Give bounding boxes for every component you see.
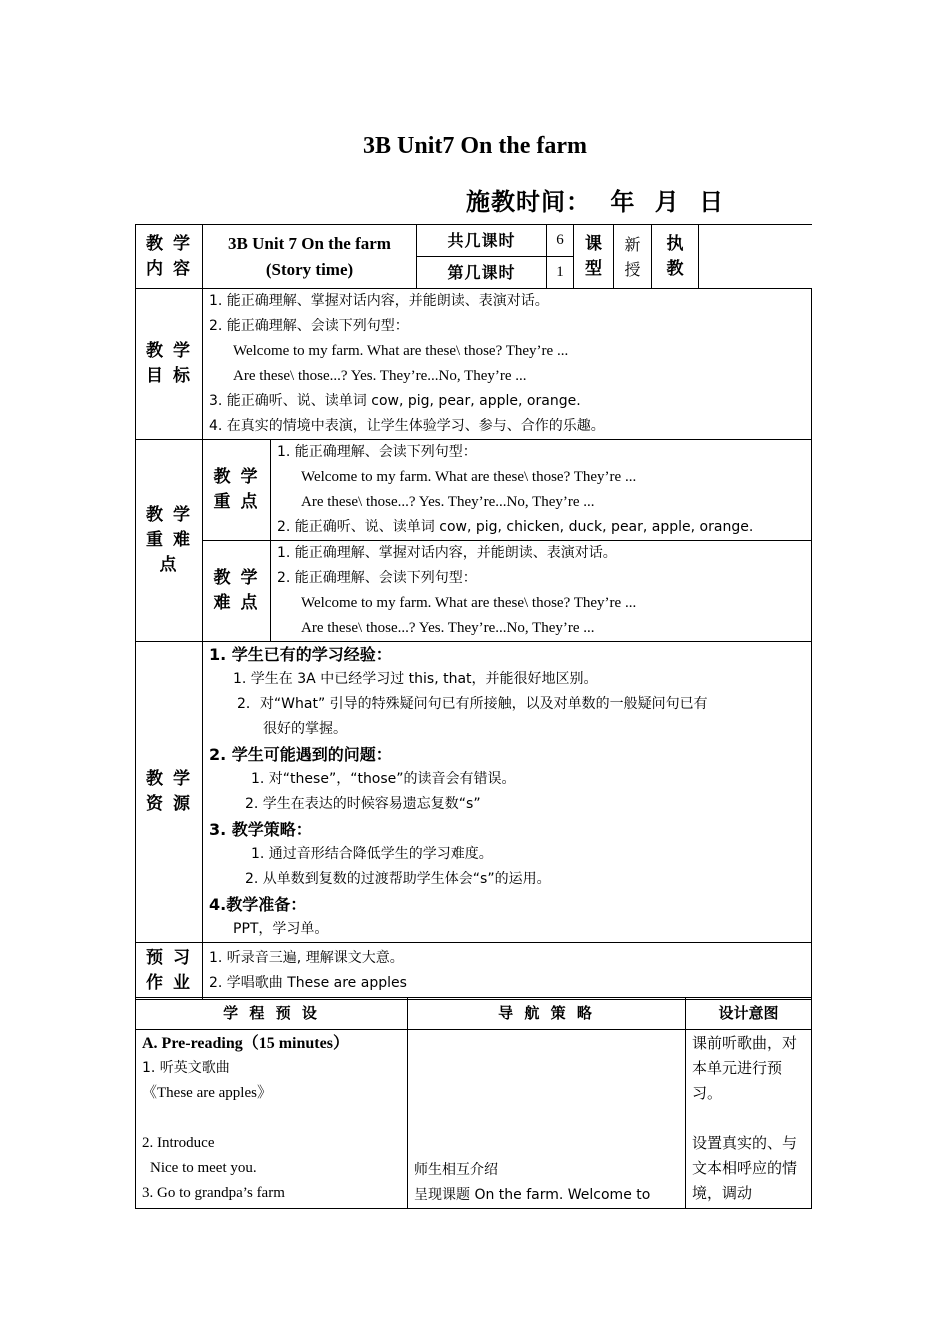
date-month: 月	[654, 188, 680, 216]
lesson-type-value: 新授	[614, 225, 652, 289]
process-plan-line: A. Pre-reading（15 minutes）	[142, 1035, 349, 1052]
process-plan-line: 1. 听英文歌曲	[142, 1060, 230, 1076]
resources-label: 教 学 资 源	[136, 642, 203, 943]
objective-line: 1. 能正确理解、掌握对话内容，并能朗读、表演对话。	[209, 293, 549, 309]
lesson-number-label: 第几课时	[417, 257, 547, 289]
total-lessons-label: 共几课时	[417, 225, 547, 257]
key-points-label: 教 学 重 点	[203, 440, 271, 541]
process-plan-cell	[136, 1030, 408, 1209]
objective-line: Are these\ those...? Yes. They’re...No, They’re ...	[233, 368, 527, 384]
process-plan-line: 3. Go to grandpa’s farm	[142, 1185, 285, 1201]
process-plan-line: 《These are apples》	[142, 1085, 272, 1101]
process-strategy-line: 师生相互介绍	[414, 1162, 498, 1178]
teacher-value	[699, 225, 812, 289]
content-label: 教 学 内 容	[136, 225, 203, 289]
resources-item: 1. 通过音形结合降低学生的学习难度。	[251, 846, 493, 862]
resources-item: 2. 从单数到复数的过渡帮助学生体会“s”的运用。	[245, 871, 551, 887]
difficult-point-line: Welcome to my farm. What are these\ those? They’re ...	[301, 595, 637, 611]
homework-line: 2. 学唱歌曲 These are apples	[209, 975, 407, 991]
process-plan-line	[142, 1106, 401, 1131]
date-label: 施教时间：	[466, 188, 591, 216]
process-table	[135, 997, 812, 1209]
resources-item: 很好的掌握。	[263, 721, 347, 737]
key-difficult-label: 教 学 重 难 点	[136, 440, 203, 642]
objectives-label: 教 学 目 标	[136, 289, 203, 440]
key-point-line: Are these\ those...? Yes. They’re...No, They’re ...	[301, 494, 595, 510]
content-title-cell	[203, 225, 417, 289]
process-intent-cell	[686, 1030, 812, 1209]
process-plan-line: 2. Introduce	[142, 1135, 215, 1151]
document-title: 3B Unit7 On the farm	[363, 133, 587, 159]
key-point-line: 2. 能正确听、说、读单词 cow, pig, chicken, duck, pear, apple, orange.	[277, 519, 754, 535]
content-title-line1: 3B Unit 7 On the farm	[228, 233, 391, 253]
objective-line: Welcome to my farm. What are these\ those? They’re ...	[233, 343, 569, 359]
key-point-line: 1. 能正确理解、会读下列句型：	[277, 444, 477, 460]
objective-line: 2. 能正确理解、会读下列句型：	[209, 318, 409, 334]
process-header-plan: 学 程 预 设	[136, 998, 408, 1030]
date-year: 年	[610, 188, 636, 216]
process-header-strategy: 导 航 策 略	[408, 998, 686, 1030]
homework-label: 预 习 作 业	[136, 943, 203, 1000]
homework-line: 1. 听录音三遍, 理解课文大意。	[209, 950, 404, 966]
resources-heading: 3. 教学策略：	[209, 820, 312, 839]
process-strategy-cell	[408, 1030, 686, 1209]
teaching-date-line	[466, 182, 734, 217]
resources-item: 2. 学生在表达的时候容易遗忘复数“s”	[245, 796, 481, 812]
homework-content	[203, 943, 812, 1000]
difficult-point-line: 2. 能正确理解、会读下列句型：	[277, 570, 477, 586]
process-plan-line: Nice to meet you.	[150, 1160, 257, 1176]
resources-heading: 2. 学生可能遇到的问题：	[209, 745, 392, 764]
difficult-points-content	[271, 541, 812, 642]
lesson-number-value: 1	[547, 257, 574, 289]
total-lessons-value: 6	[547, 225, 574, 257]
objectives-content	[203, 289, 812, 440]
process-strategy-line: 呈现课题 On the farm. Welcome to	[414, 1187, 651, 1203]
resources-heading: 1. 学生已有的学习经验：	[209, 645, 392, 664]
resources-item: 1. 对“these”，“those”的读音会有错误。	[251, 771, 516, 787]
resources-heading: 4.教学准备：	[209, 895, 307, 914]
difficult-points-label: 教 学 难 点	[203, 541, 271, 642]
teacher-label: 执教	[652, 225, 699, 289]
process-intent-line: 设置真实的、与文本相呼应的情境，调动	[692, 1134, 798, 1202]
objective-line: 4. 在真实的情境中表演，让学生体验学习、参与、合作的乐趣。	[209, 418, 605, 434]
lesson-type-label: 课型	[574, 225, 614, 289]
key-point-line: Welcome to my farm. What are these\ those? They’re ...	[301, 469, 637, 485]
difficult-point-line: Are these\ those...? Yes. They’re...No, They’re ...	[301, 620, 595, 636]
resources-item: PPT，学习单。	[233, 921, 329, 937]
resources-content	[203, 642, 812, 943]
key-points-content	[271, 440, 812, 541]
date-day: 日	[699, 188, 725, 216]
difficult-point-line: 1. 能正确理解、掌握对话内容，并能朗读、表演对话。	[277, 545, 617, 561]
lesson-plan-table	[135, 224, 812, 1000]
content-title-line2: (Story time)	[265, 259, 354, 279]
process-intent-line: 课前听歌曲，对本单元进行预习。	[692, 1034, 798, 1102]
process-header-intent: 设计意图	[686, 998, 812, 1030]
resources-item: 2．对“What” 引导的特殊疑问句已有所接触，以及对单数的一般疑问句已有	[237, 696, 708, 712]
objective-line: 3. 能正确听、说、读单词 cow, pig, pear, apple, orange.	[209, 393, 581, 409]
resources-item: 1. 学生在 3A 中已经学习过 this, that，并能很好地区别。	[233, 671, 598, 687]
